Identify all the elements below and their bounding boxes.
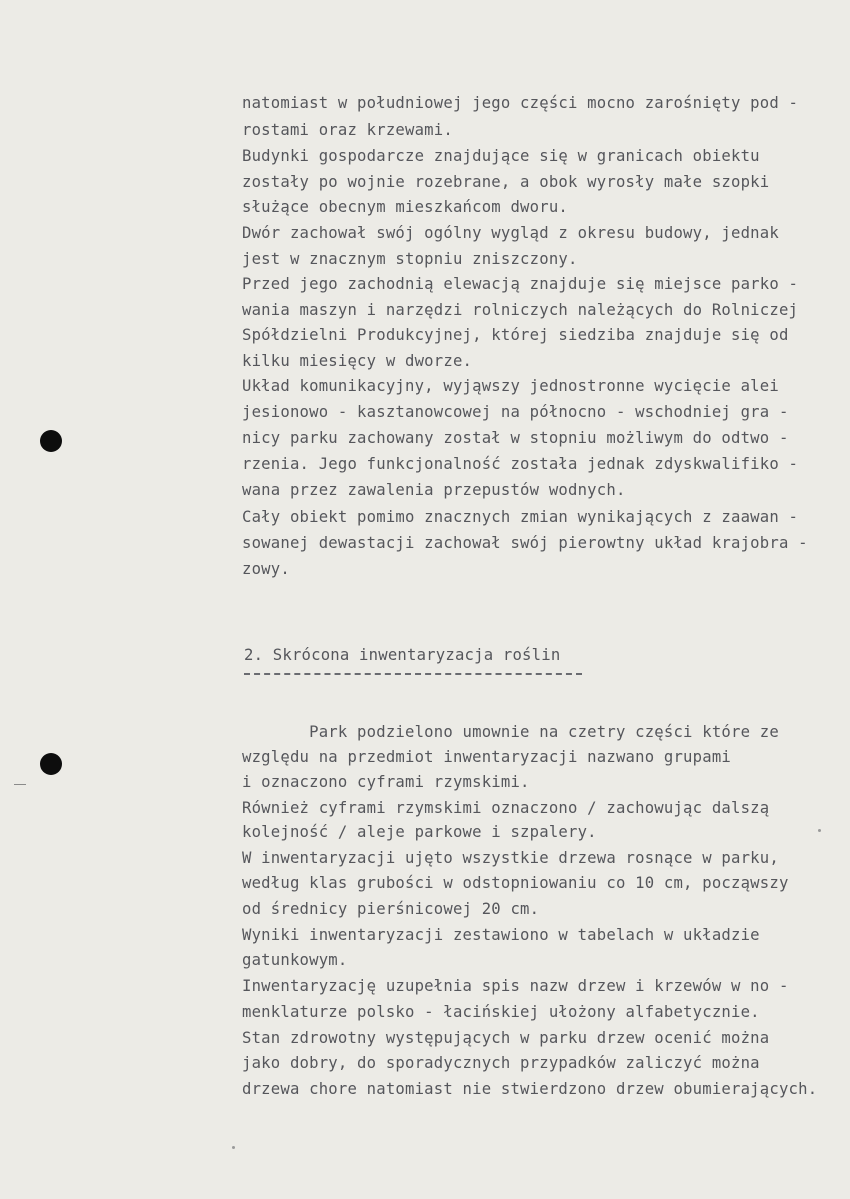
- text-line: jest w znacznym stopniu zniszczony.: [242, 250, 578, 268]
- speck: [232, 1146, 235, 1149]
- margin-mark: [14, 784, 26, 785]
- text-line: według klas grubości w odstopniowaniu co 10 cm, począwszy: [242, 874, 789, 892]
- text-line: jesionowo - kasztanowcowej na północno - wschodniej gra -: [242, 403, 789, 421]
- text-line: Budynki gospodarcze znajdujące się w granicach obiektu: [242, 147, 760, 165]
- text-line: Park podzielono umownie na czetry części które ze: [242, 723, 779, 741]
- text-line: menklaturze polsko - łacińskiej ułożony alfabetycznie.: [242, 1003, 760, 1021]
- binder-hole: [40, 753, 62, 775]
- heading-underline: [244, 673, 582, 675]
- text-line: Wyniki inwentaryzacji zestawiono w tabelach w układzie: [242, 926, 760, 944]
- text-line: kilku miesięcy w dworze.: [242, 352, 473, 370]
- text-line: jako dobry, do sporadycznych przypadków zaliczyć można: [242, 1054, 760, 1072]
- text-line: rzenia. Jego funkcjonalność została jednak zdyskwalifiko -: [242, 455, 799, 473]
- text-line: W inwentaryzacji ujęto wszystkie drzewa rosnące w parku,: [242, 849, 779, 867]
- text-line: zostały po wojnie rozebrane, a obok wyrosły małe szopki: [242, 173, 770, 191]
- text-line: wania maszyn i narzędzi rolniczych należących do Rolniczej: [242, 301, 799, 319]
- text-line: wana przez zawalenia przepustów wodnych.: [242, 481, 626, 499]
- text-line: Cały obiekt pomimo znacznych zmian wynikających z zaawan -: [242, 508, 799, 526]
- text-line: Dwór zachował swój ogólny wygląd z okresu budowy, jednak: [242, 224, 779, 242]
- text-line: Przed jego zachodnią elewacją znajduje się miejsce parko -: [242, 275, 799, 293]
- binder-hole: [40, 430, 62, 452]
- text-line: względu na przedmiot inwentaryzacji nazwano grupami: [242, 748, 731, 766]
- text-line: Stan zdrowotny występujących w parku drzew ocenić można: [242, 1029, 770, 1047]
- text-line: Spółdzielni Produkcyjnej, której siedziba znajduje się od: [242, 326, 789, 344]
- text-line: kolejność / aleje parkowe i szpalery.: [242, 823, 597, 841]
- text-line: Inwentaryzację uzupełnia spis nazw drzew i krzewów w no -: [242, 977, 789, 995]
- text-line: od średnicy pierśnicowej 20 cm.: [242, 900, 540, 918]
- text-line: drzewa chore natomiast nie stwierdzono drzew obumierających.: [242, 1080, 818, 1098]
- text-line: zowy.: [242, 560, 290, 578]
- text-line: służące obecnym mieszkańcom dworu.: [242, 198, 568, 216]
- text-line: sowanej dewastacji zachował swój pierowtny układ krajobra -: [242, 534, 808, 552]
- text-line: nicy parku zachowany został w stopniu możliwym do odtwo -: [242, 429, 789, 447]
- speck: [818, 829, 821, 832]
- text-line: rostami oraz krzewami.: [242, 121, 453, 139]
- text-line: Również cyframi rzymskimi oznaczono / zachowując dalszą: [242, 799, 770, 817]
- text-line: i oznaczono cyframi rzymskimi.: [242, 773, 530, 791]
- text-line: natomiast w południowej jego części mocno zarośnięty pod -: [242, 94, 799, 112]
- text-line: Układ komunikacyjny, wyjąwszy jednostronne wycięcie alei: [242, 377, 779, 395]
- text-line: gatunkowym.: [242, 951, 348, 969]
- section-heading: 2. Skrócona inwentaryzacja roślin: [244, 646, 561, 664]
